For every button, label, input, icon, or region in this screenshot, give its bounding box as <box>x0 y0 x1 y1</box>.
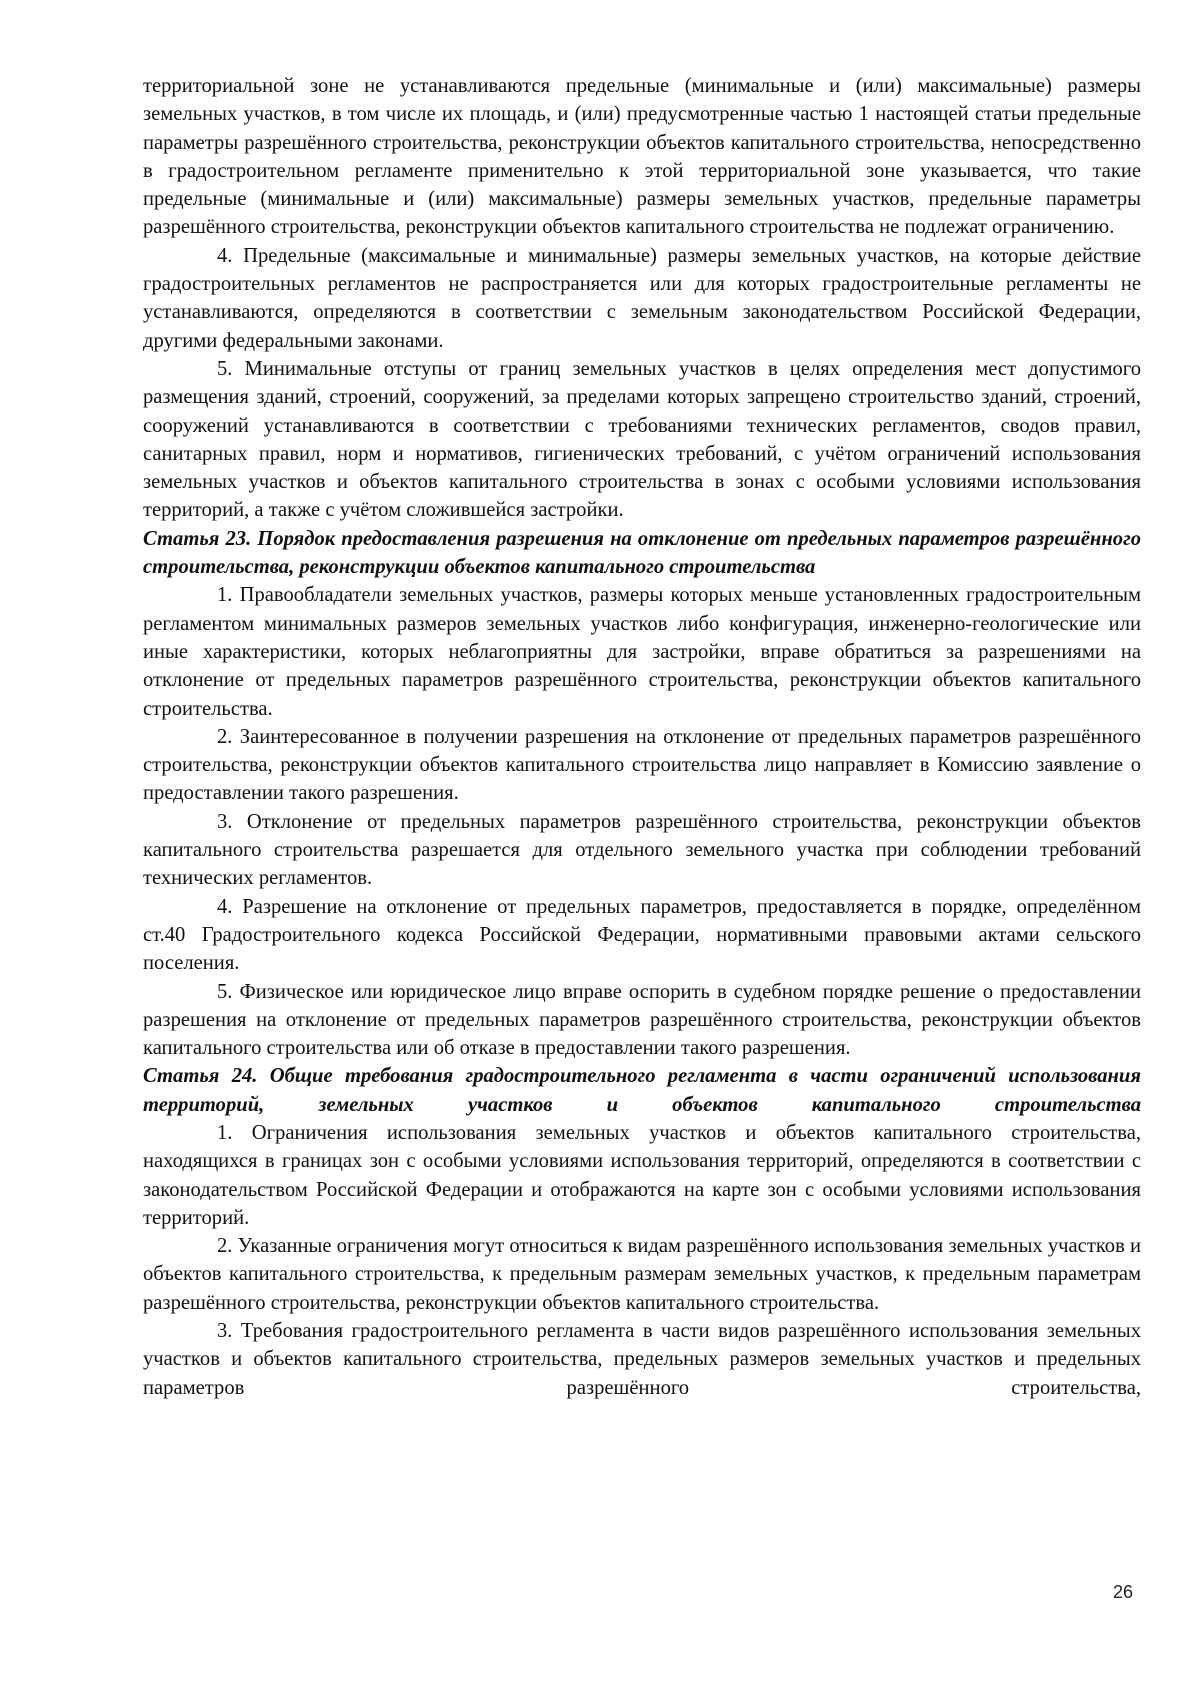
paragraph-article23-item5: 5. Физическое или юридическое лицо вправе оспорить в судебном порядке решение о предоставлении разрешения на отклонение от предельных параметров разрешённого строительства, реконструкции объектов капитального строительства или об отказе в предоставлении такого разрешения. <box>143 980 1141 1060</box>
paragraph-article24-item3: 3. Требования градостроительного регламента в части видов разрешённого использования земельных участков и объектов капитального строительства, предельных размеров земельных участков и предельных параметров разрешённого строительства, <box>143 1320 1141 1399</box>
document-page <box>143 72 1141 1402</box>
paragraph-article22-item5: 5. Минимальные отступы от границ земельных участков в целях определения мест допустимого размещения зданий, строений, сооружений, за пределами которых запрещено строительство зданий, строений, сооружений устанавливаются в соответствии с требованиями технических регламентов, сводов правил, санитарных правил, норм и нормативов, гигиенических требований, с учётом ограничений использования земельных участков и объектов капитального строительства в зонах с особыми условиями использования территорий, а также с учётом сложившейся застройки. <box>143 357 1141 522</box>
paragraph-article23-item3: 3. Отклонение от предельных параметров разрешённого строительства, реконструкции объектов капитального строительства разрешается для отдельного земельного участка при соблюдении требований технических регламентов. <box>143 810 1141 890</box>
paragraph-article23-item2: 2. Заинтересованное в получении разрешения на отклонение от предельных параметров разрешённого строительства, реконструкции объектов капитального строительства лицо направляет в Комиссию заявление о предоставлении такого разрешения. <box>143 725 1141 805</box>
page-number: 26 <box>1113 1582 1134 1602</box>
paragraph-article23-item1: 1. Правообладатели земельных участков, размеры которых меньше установленных градостроительным регламентом минимальных размеров земельных участков либо конфигурация, инженерно-геологические или иные характеристики, которых неблагоприятны для застройки, вправе обратиться за разрешениями на отклонение от предельных параметров разрешённого строительства, реконструкции объектов капитального строительства. <box>143 584 1141 720</box>
article-23-heading: Статья 23. Порядок предоставления разрешения на отклонение от предельных параметров разрешённого строительства, реконструкции объектов капитального строительства <box>143 527 1141 579</box>
paragraph-article24-item1: 1. Ограничения использования земельных участков и объектов капитального строительства, находящихся в границах зон с особыми условиями использования территорий, определяются в соответствии с законодательством Российской Федерации и отображаются на карте зон с особыми условиями использования территорий. <box>143 1121 1141 1229</box>
paragraph-article22-item4: 4. Предельные (максимальные и минимальные) размеры земельных участков, на которые действие градостроительных регламентов не распространяется или для которых градостроительные регламенты не устанавливаются, определяются в соответствии с земельным законодательством Российской Федерации, другими федеральными законами. <box>143 244 1141 352</box>
paragraph-article23-item4: 4. Разрешение на отклонение от предельных параметров, предоставляется в порядке, определённом ст.40 Градостроительного кодекса Российской Федерации, нормативными правовыми актами сельского поселения. <box>143 895 1141 975</box>
paragraph-continuation: территориальной зоне не устанавливаются предельные (минимальные и (или) максимальные) размеры земельных участков, в том числе их площадь, и (или) предусмотренные частью 1 настоящей статьи предельные параметры разрешённого строительства, реконструкции объектов капитального строительства, непосредственно в градостроительном регламенте применительно к этой территориальной зоне указывается, что такие предельные (минимальные и (или) максимальные) размеры земельных участков, предельные параметры разрешённого строительства, реконструкции объектов капитального строительства не подлежат ограничению. <box>143 75 1141 239</box>
article-24-heading: Статья 24. Общие требования градостроительного регламента в части ограничений использования территорий, земельных участков и объектов капитального строительства <box>143 1065 1141 1116</box>
paragraph-article24-item2: 2. Указанные ограничения могут относиться к видам разрешённого использования земельных участков и объектов капитального строительства, к предельным размерам земельных участков, к предельным параметрам разрешённого строительства, реконструкции объектов капитального строительства. <box>143 1235 1141 1314</box>
